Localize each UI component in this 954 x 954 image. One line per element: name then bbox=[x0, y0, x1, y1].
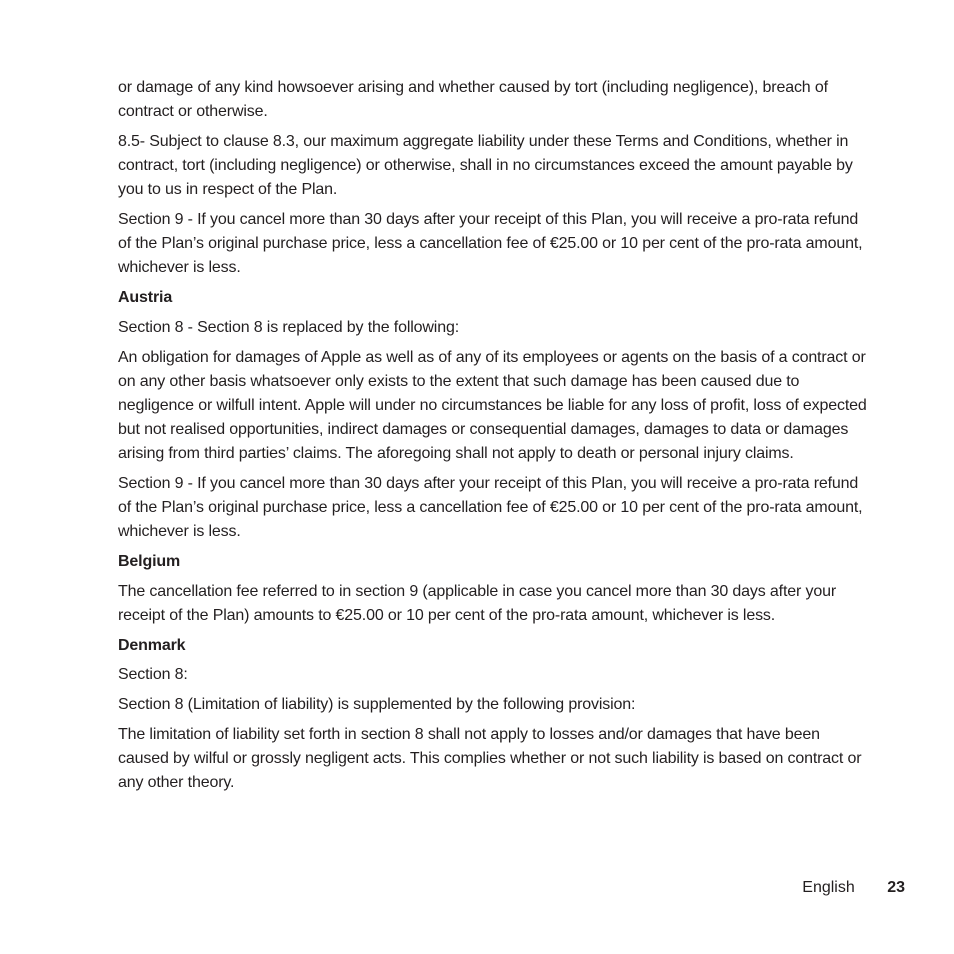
paragraph-denmark-section-8: Section 8: bbox=[118, 666, 188, 684]
paragraph-belgium-cancellation-fee: The cancellation fee referred to in section 9 (applicable in case you cancel more than 30 days after your receipt of the Plan) amounts to €25.00 or 10 per cent of the pro-rata amount, whichever is less. bbox=[118, 582, 837, 625]
paragraph-austria-section-8: Section 8 - Section 8 is replaced by the following: bbox=[118, 318, 459, 336]
paragraph-section-9-refund: Section 9 - If you cancel more than 30 days after your receipt of this Plan, you will receive a pro-rata refund of the Plan’s original purchase price, less a cancellation fee of €25.00 or 10 per cent of the pro-rata amount, whichever is less. bbox=[118, 211, 863, 277]
paragraph-austria-section-9: Section 9 - If you cancel more than 30 days after your receipt of this Plan, you will receive a pro-rata refund of the Plan’s original purchase price, less a cancellation fee of €25.00 or 10 per cent of the pro-rata amount, whichever is less. bbox=[118, 475, 863, 541]
paragraph-denmark-limitation: The limitation of liability set forth in section 8 shall not apply to losses and/or damages that have been caused by wilful or grossly negligent acts. This complies whether or not such liability is based on contract or any other theory. bbox=[118, 725, 862, 792]
paragraph-clause-8-5: 8.5- Subject to clause 8.3, our maximum aggregate liability under these Terms and Conditions, whether in contract, tort (including negligence) or otherwise, shall in no circumstances exceed the amount payable by you to us in respect of the Plan. bbox=[118, 132, 853, 199]
paragraph-denmark-supplement: Section 8 (Limitation of liability) is supplemented by the following provision: bbox=[118, 696, 636, 714]
heading-belgium: Belgium bbox=[118, 553, 181, 571]
paragraph-damage-continuation: or damage of any kind howsoever arising and whether caused by tort (including negligence), breach of contract or otherwise. bbox=[118, 79, 828, 121]
document-body bbox=[118, 76, 874, 801]
heading-austria: Austria bbox=[118, 289, 173, 307]
footer-language: English bbox=[802, 879, 855, 896]
page-number: 23 bbox=[887, 879, 905, 896]
paragraph-austria-obligation: An obligation for damages of Apple as well as of any of its employees or agents on the basis of a contract or on any other basis whatsoever only exists to the extent that such damage has been caused due to negligence or wilfull intent. Apple will under no circumstances be liable for any loss of profit, loss of expected but not realised opportunities, indirect damages or consequential damages, damages to data or damages arising from third parties’ claims. The aforegoing shall not apply to death or personal injury claims. bbox=[118, 348, 867, 463]
page-footer bbox=[802, 876, 905, 900]
heading-denmark: Denmark bbox=[118, 636, 186, 654]
